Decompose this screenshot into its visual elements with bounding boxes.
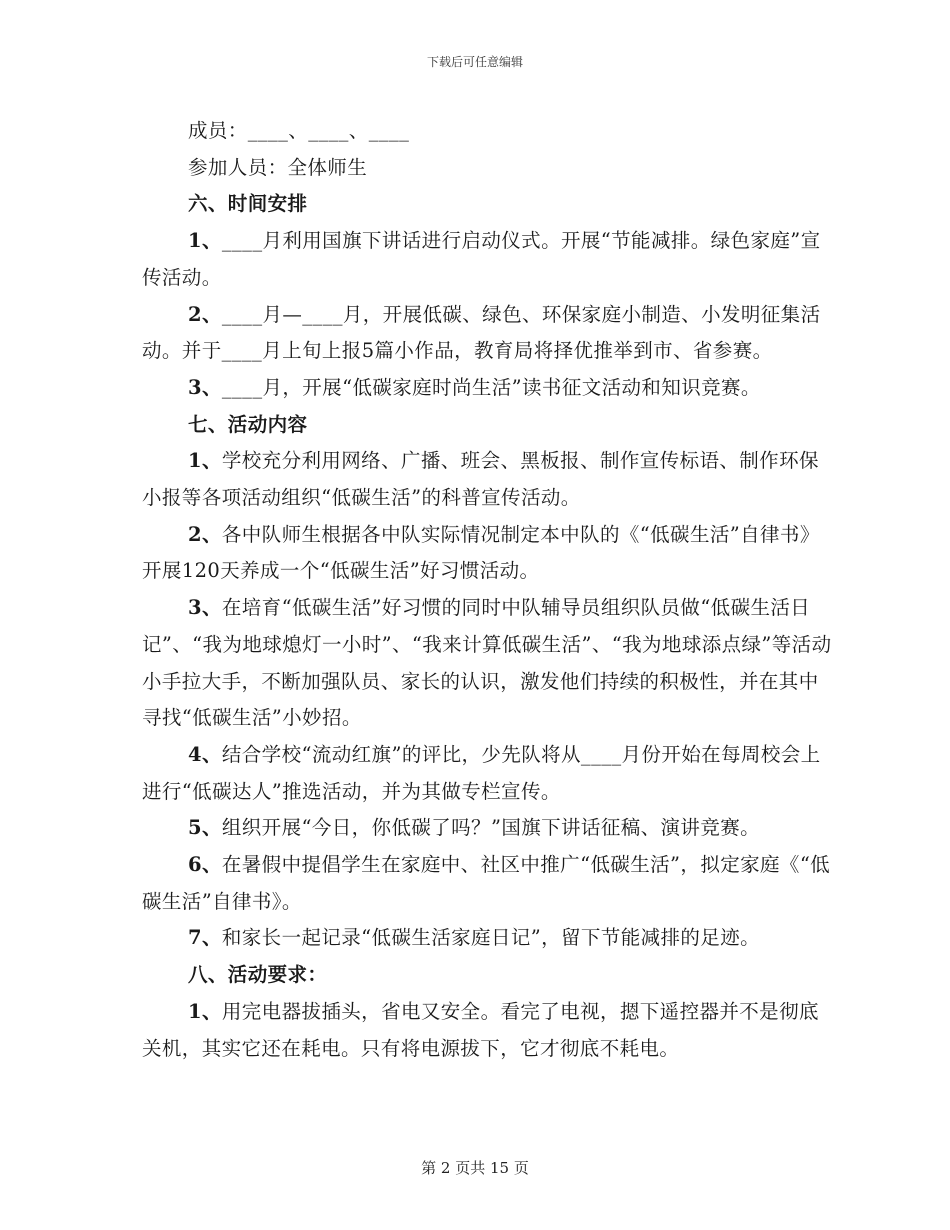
schedule-item-1: 1、____月利用国旗下讲话进行启动仪式。开展“节能减排。绿色家庭”宣传活动。 <box>142 229 821 289</box>
schedule-item-2: 2、____月—____月，开展低碳、绿色、环保家庭小制造、小发明征集活动。并于____月上旬上报5篇小作品，教育局将择优推举到市、省参赛。 <box>142 302 821 363</box>
page-header: 下载后可任意编辑 <box>426 55 523 69</box>
page-footer: 第 2 页共 15 页 <box>421 1159 529 1177</box>
content-item-5: 5、组织开展“今日，你低碳了吗？”国旗下讲话征稿、演讲竞赛。 <box>188 816 761 840</box>
content-item-2: 2、各中队师生根据各中队实际情况制定本中队的《“低碳生活”自律书》开展120天养成一个“低碳生活”好习惯活动。 <box>142 522 820 583</box>
document-body <box>142 113 832 1067</box>
content-item-3: 3、在培育“低碳生活”好习惯的同时中队辅导员组织队员做“低碳生活日记”、“我为地球熄灯一小时”、“我来计算低碳生活”、“我为地球添点绿”等活动小手拉大手，不断加强队员、家长的认识，激发他们持续的积极性，并在其中寻找“低碳生活”小妙招。 <box>142 596 832 730</box>
section-heading-content: 七、活动内容 <box>188 412 308 436</box>
content-item-6: 6、在暑假中提倡学生在家庭中、社区中推广“低碳生活”，拟定家庭《“低碳生活”自律书》。 <box>142 853 831 913</box>
section-heading-requirements: 八、活动要求： <box>188 963 328 987</box>
requirement-item-1: 1、用完电器拔插头，省电又安全。看完了电视，摁下遥控器并不是彻底关机，其实它还在耗电。只有将电源拔下，它才彻底不耗电。 <box>142 999 819 1060</box>
content-item-4: 4、结合学校“流动红旗”的评比，少先队将从____月份开始在每周校会上进行“低碳达人”推选活动，并为其做专栏宣传。 <box>142 742 821 803</box>
section-heading-schedule: 六、时间安排 <box>188 192 308 216</box>
schedule-item-3: 3、____月，开展“低碳家庭时尚生活”读书征文活动和知识竞赛。 <box>188 375 761 399</box>
content-item-7: 7、和家长一起记录“低碳生活家庭日记”，留下节能减排的足迹。 <box>188 926 761 950</box>
participants-line: 参加人员：全体师生 <box>188 155 368 179</box>
content-item-1: 1、学校充分利用网络、广播、班会、黑板报、制作宣传标语、制作环保小报等各项活动组织“低碳生活”的科普宣传活动。 <box>142 449 819 510</box>
members-line: 成员：____、____、____ <box>188 119 410 142</box>
